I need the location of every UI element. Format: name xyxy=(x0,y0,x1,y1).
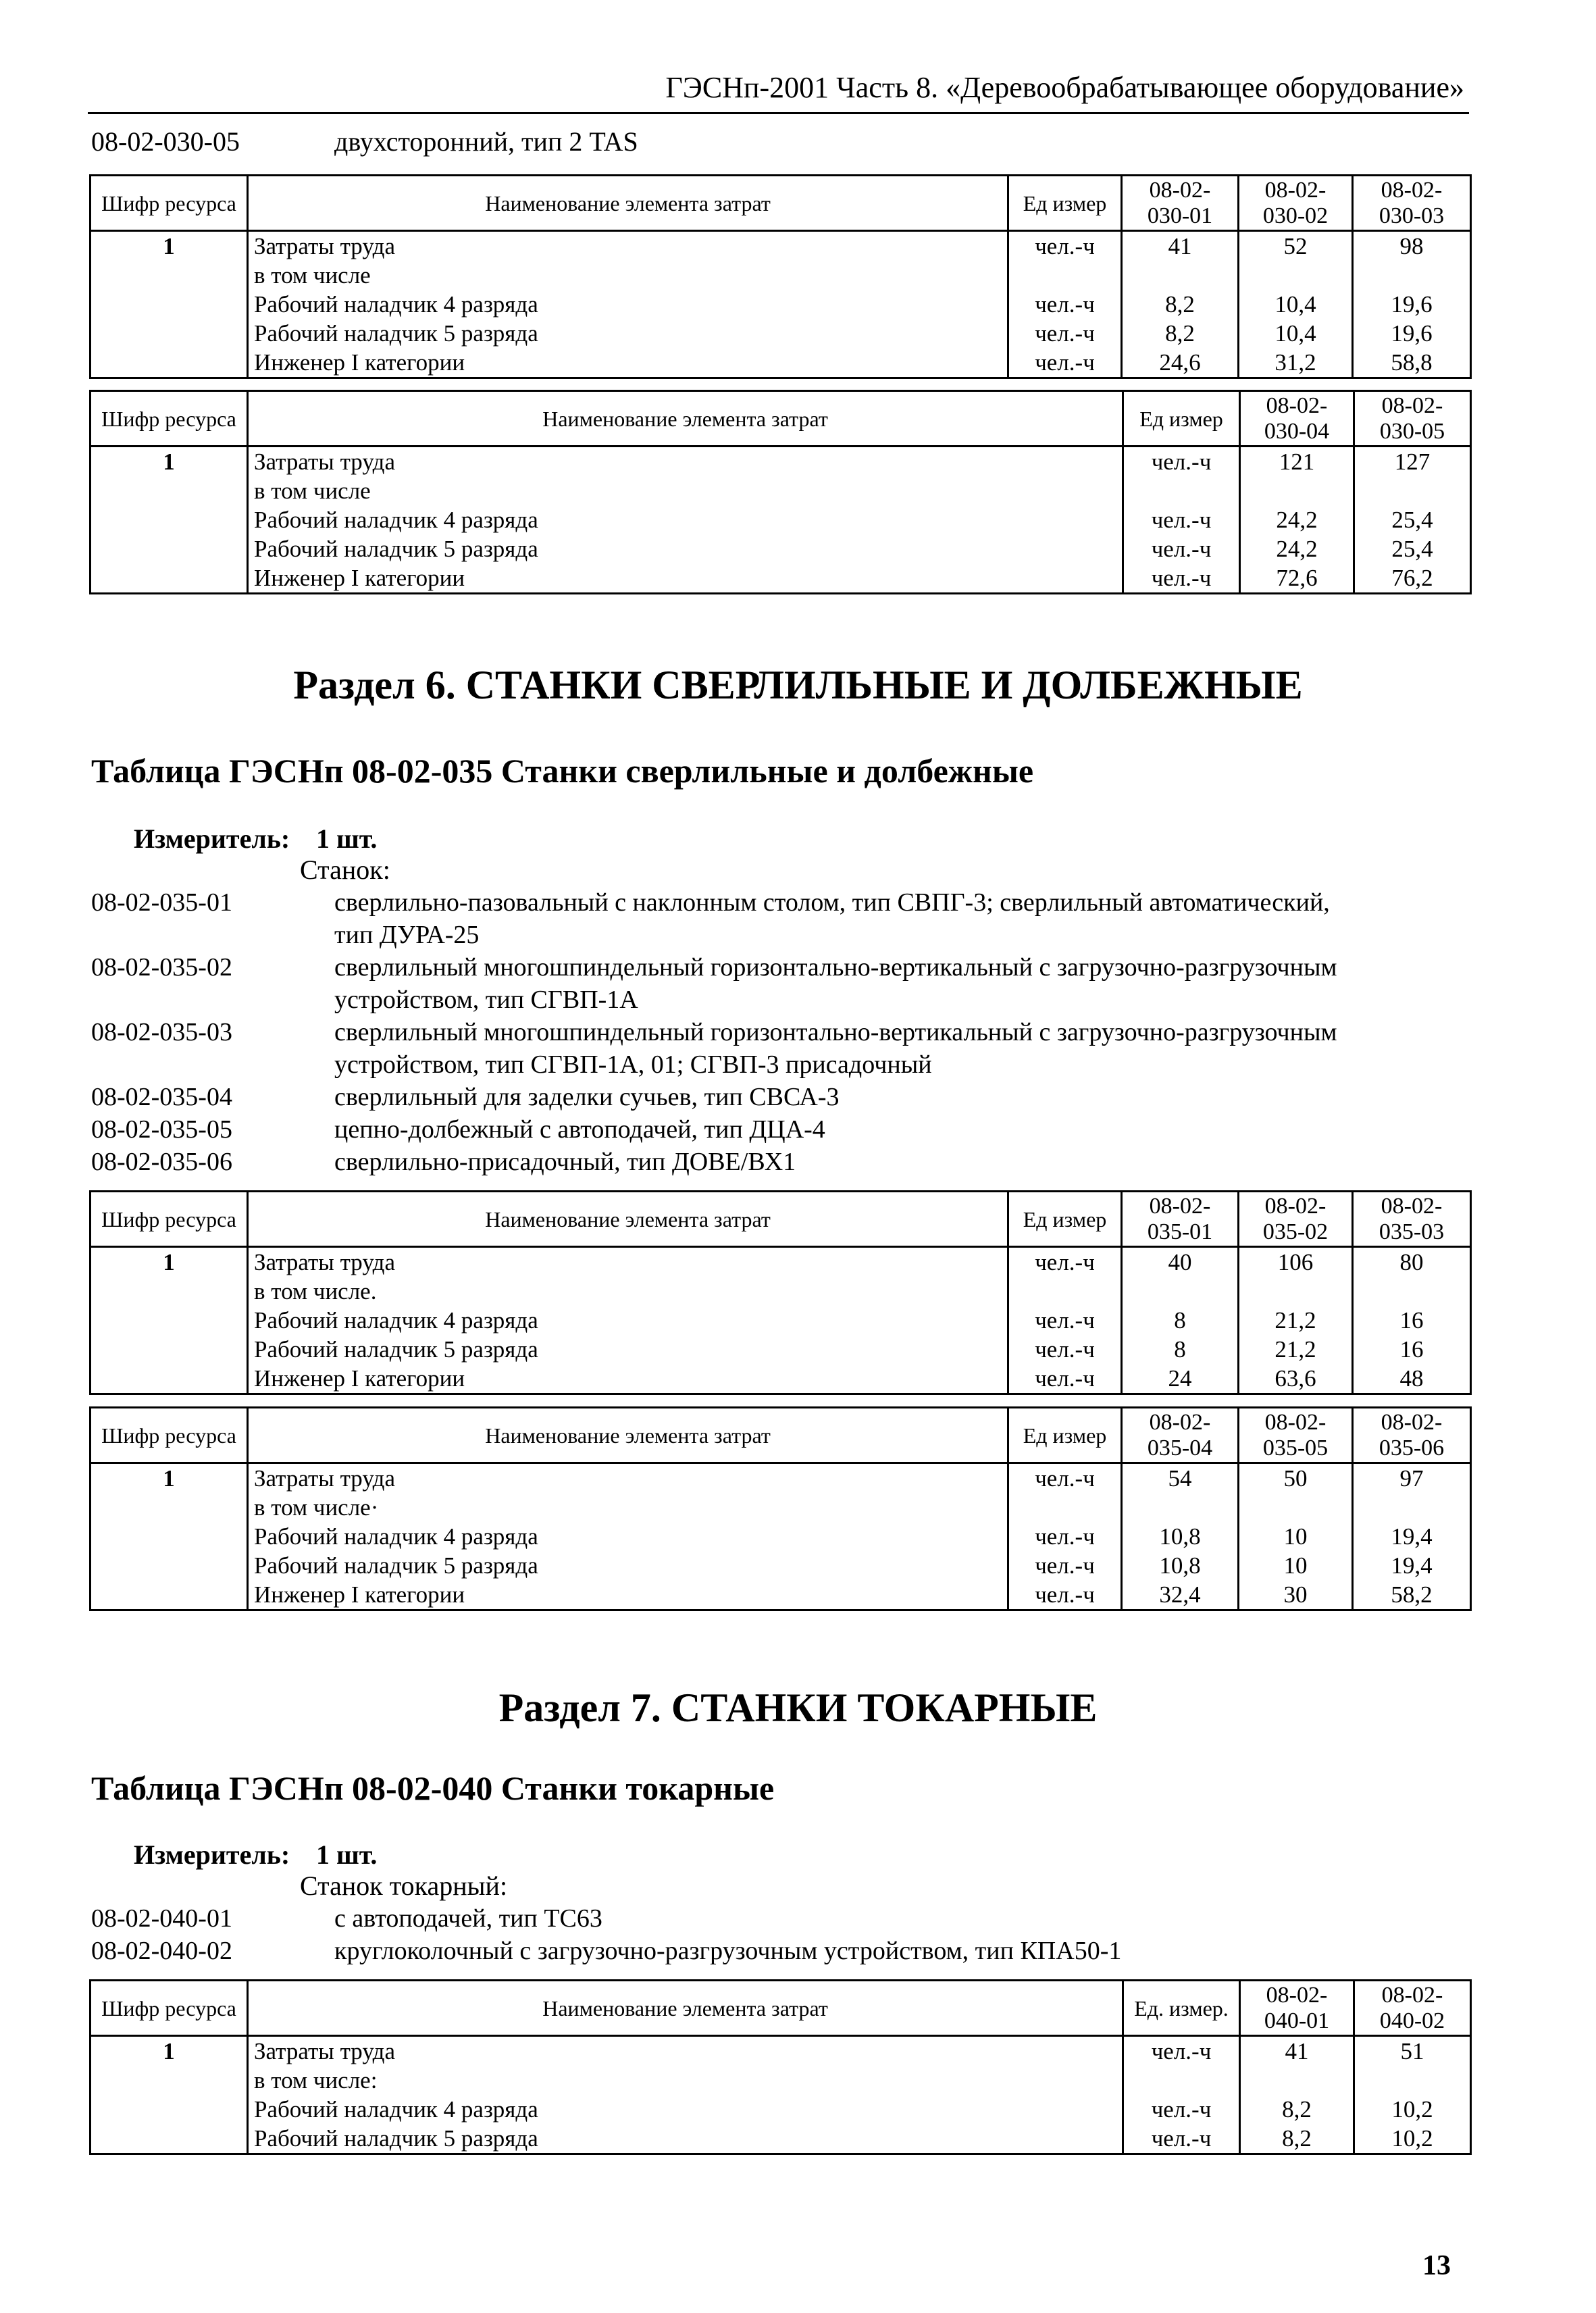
table-row: 1 Затраты труда чел.-ч 121 127 xyxy=(91,447,1471,477)
table-040-title: Таблица ГЭСНп 08-02-040 Станки токарные xyxy=(91,1769,775,1807)
item-desc: сверлильно-присадочный, тип ДОВЕ/ВХ1 xyxy=(334,1148,796,1176)
table-row: Инженер I категории чел.-ч 24,6 31,2 58,8 xyxy=(91,348,1471,378)
item-desc: тип ДУРА-25 xyxy=(334,921,480,949)
item-desc: сверлильный для заделки сучьев, тип СВСА-3 xyxy=(334,1083,840,1111)
col-code: 08-02- 030-01 xyxy=(1122,176,1239,231)
header-rule xyxy=(88,112,1469,114)
machine-label: Станок: xyxy=(300,855,390,885)
table-row: 1 Затраты труда чел.-ч 41 52 98 xyxy=(91,231,1471,261)
item-code: 08-02-035-03 xyxy=(91,1018,232,1046)
table-header-row xyxy=(91,176,1471,231)
table-row: 1 Затраты труда чел.-ч 40 106 80 xyxy=(91,1247,1471,1277)
item-desc: цепно-долбежный с автоподачей, тип ДЦА-4 xyxy=(334,1115,825,1144)
measure-label: Измеритель: xyxy=(134,1839,290,1870)
top-code: 08-02-030-05 xyxy=(91,126,240,157)
top-description: двухсторонний, тип 2 TAS xyxy=(334,126,638,157)
table-row: Рабочий наладчик 4 разряда чел.-ч 24,2 25,4 xyxy=(91,505,1471,534)
table-row: Рабочий наладчик 5 разряда чел.-ч 24,2 25,4 xyxy=(91,534,1471,563)
table-035-title: Таблица ГЭСНп 08-02-035 Станки сверлильные и долбежные xyxy=(91,752,1034,790)
table-row: Рабочий наладчик 5 разряда чел.-ч 10,8 10 19,4 xyxy=(91,1551,1471,1580)
table-header-row: Шифр ресурса Наименование элемента затрат Ед измер 08-02- 030-04 08-02- 030-05 xyxy=(91,391,1471,447)
table-row: 1 Затраты труда чел.-ч 54 50 97 xyxy=(91,1463,1471,1494)
table-header-row: Шифр ресурса Наименование элемента затрат Ед измер 08-02- 035-04 08-02- 035-05 08-02- 035-06 xyxy=(91,1408,1471,1463)
table-row: Рабочий наладчик 4 разряда чел.-ч 8 21,2 16 xyxy=(91,1306,1471,1335)
col-code: 08-02- 030-02 xyxy=(1239,176,1353,231)
item-desc: круглоколочный с загрузочно-разгрузочным устройством, тип КПА50-1 xyxy=(334,1937,1122,1965)
col-unit: Ед измер xyxy=(1008,176,1122,231)
measure-label: Измеритель: xyxy=(134,823,290,854)
item-code: 08-02-035-02 xyxy=(91,953,232,982)
table-030-a xyxy=(89,174,1472,379)
table-row: Рабочий наладчик 4 разряда чел.-ч 8,2 10,4 19,6 xyxy=(91,290,1471,319)
table-row: в том числе· xyxy=(91,1493,1471,1522)
item-code: 08-02-035-04 xyxy=(91,1083,232,1111)
table-row: в том числе xyxy=(91,476,1471,505)
table-header-row: Шифр ресурса Наименование элемента затрат Ед измер 08-02- 035-01 08-02- 035-02 08-02- 035-03 xyxy=(91,1192,1471,1247)
item-desc: с автоподачей, тип ТС63 xyxy=(334,1904,602,1933)
table-row: 1 Затраты труда чел.-ч 41 51 xyxy=(91,2036,1471,2066)
machine-label: Станок токарный: xyxy=(300,1871,508,1901)
table-row: Рабочий наладчик 5 разряда чел.-ч 8,2 10,4 19,6 xyxy=(91,319,1471,348)
table-035-b xyxy=(89,1406,1472,1611)
running-header: ГЭСНп-2001 Часть 8. «Деревообрабатывающее оборудование» xyxy=(665,71,1464,104)
table-040 xyxy=(89,1979,1472,2155)
page-number: 13 xyxy=(1422,2250,1451,2281)
table-row: в том числе. xyxy=(91,1277,1471,1306)
measure-value: 1 шт. xyxy=(316,1839,378,1870)
item-desc: сверлильный многошпиндельный горизонтально-вертикальный с загрузочно-разгрузочным xyxy=(334,1018,1337,1046)
measure-value: 1 шт. xyxy=(316,823,378,854)
item-desc: устройством, тип СГВП-1А xyxy=(334,986,638,1014)
table-030-b xyxy=(89,390,1472,594)
item-desc: сверлильно-пазовальный с наклонным столом, тип СВПГ-3; сверлильный автоматический, xyxy=(334,888,1330,917)
item-code: 08-02-040-02 xyxy=(91,1937,232,1965)
table-row: Инженер I категории чел.-ч 24 63,6 48 xyxy=(91,1364,1471,1394)
table-row: Рабочий наладчик 4 разряда чел.-ч 10,8 10 19,4 xyxy=(91,1522,1471,1551)
item-code: 08-02-035-01 xyxy=(91,888,232,917)
col-resource: Шифр ресурса xyxy=(91,176,248,231)
table-row: Рабочий наладчик 5 разряда чел.-ч 8,2 10,2 xyxy=(91,2124,1471,2154)
section-6-heading: Раздел 6. СТАНКИ СВЕРЛИЛЬНЫЕ И ДОЛБЕЖНЫЕ xyxy=(293,663,1303,707)
table-row: Инженер I категории чел.-ч 72,6 76,2 xyxy=(91,563,1471,594)
table-row: Инженер I категории чел.-ч 32,4 30 58,2 xyxy=(91,1580,1471,1610)
item-code: 08-02-035-06 xyxy=(91,1148,232,1176)
item-code: 08-02-040-01 xyxy=(91,1904,232,1933)
col-name: Наименование элемента затрат xyxy=(248,176,1008,231)
table-row: в том числе xyxy=(91,261,1471,290)
table-header-row: Шифр ресурса Наименование элемента затрат Ед. измер. 08-02- 040-01 08-02- 040-02 xyxy=(91,1981,1471,2036)
item-desc: устройством, тип СГВП-1А, 01; СГВП-3 присадочный xyxy=(334,1050,932,1079)
section-7-heading: Раздел 7. СТАНКИ ТОКАРНЫЕ xyxy=(498,1685,1098,1730)
table-row: в том числе: xyxy=(91,2066,1471,2095)
table-row: Рабочий наладчик 5 разряда чел.-ч 8 21,2 16 xyxy=(91,1335,1471,1364)
item-code: 08-02-035-05 xyxy=(91,1115,232,1144)
table-row: Рабочий наладчик 4 разряда чел.-ч 8,2 10,2 xyxy=(91,2095,1471,2124)
table-035-a xyxy=(89,1190,1472,1395)
col-code: 08-02- 030-03 xyxy=(1353,176,1471,231)
item-desc: сверлильный многошпиндельный горизонтально-вертикальный с загрузочно-разгрузочным xyxy=(334,953,1337,982)
